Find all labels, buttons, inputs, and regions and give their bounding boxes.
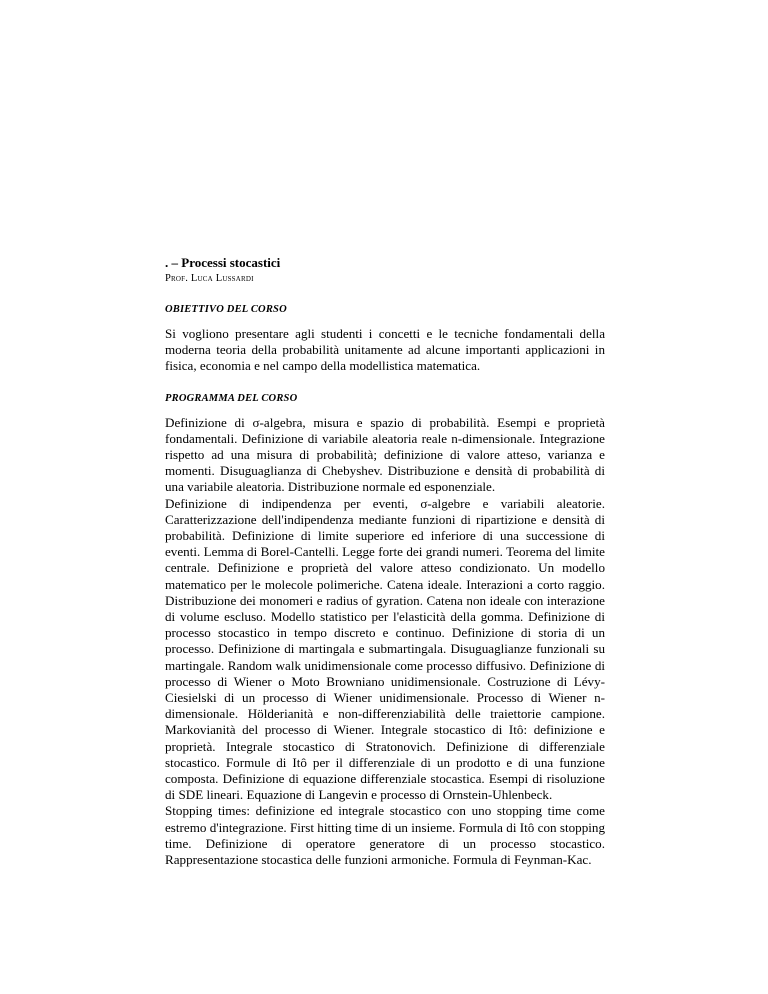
objective-heading: OBIETTIVO DEL CORSO — [165, 304, 287, 315]
program-paragraph-2: Definizione di indipendenza per eventi, σ-algebre e variabili aleatorie. Caratterizzazione dell'indipendenza mediante funzioni di ripartizione e densità di probabilità. Definizione di limite superiore ed inferiore di una successione di eventi. Lemma di Borel-Cantelli. Legge forte dei grandi numeri. Teorema del limite centrale. Definizione e proprietà del valore atteso condizionato. Un modello matematico per le molecole polimeriche. Catena ideale. Interazioni a corto raggio. Distribuzione dei monomeri e radius of gyration. Catena non ideale con interazione di volume escluso. Modello statistico per l'elasticità della gomma. Definizione di processo stocastico in tempo discreto e continuo. Definizione di storia di un processo. Definizione di martingala e submartingala. Disuguaglianze funzionali su martingale. Random walk unidimensionale come processo diffusivo. Definizione di processo di Wiener o Moto Browniano unidimensionale. Costruzione di Lévy-Ciesielski di un processo di Wiener unidimensionale. Processo di Wiener n-dimensionale. Hölderianità e non-differenziabilità delle traiettorie campione. Markovianità del processo di Wiener. Integrale stocastico di Itô: definizione e proprietà. Integrale stocastico di Stratonovich. Definizione di differenziale stocastico. Formule di Itô per il differenziale di un prodotto e di una funzione composta. Definizione di equazione differenziale stocastica. Esempi di risoluzione di SDE lineari. Equazione di Langevin e processo di Ornstein-Uhlenbeck. — [165, 495, 605, 803]
program-paragraph-3: Stopping times: definizione ed integrale stocastico con uno stopping time come estremo d'integrazione. First hitting time di un insieme. Formula di Itô con stopping time. Definizione di operatore generatore di un processo stocastico. Rappresentazione stocastica delle funzioni armoniche. Formula di Feynman-Kac. — [165, 803, 605, 868]
objective-text: Si vogliono presentare agli studenti i concetti e le tecniche fondamentali della moderna teoria della probabilità unitamente ad alcune importanti applicazioni in fisica, economia e nel campo della modellistica matematica. — [165, 326, 605, 374]
course-title: . – Processi stocastici — [165, 255, 281, 270]
program-heading: PROGRAMMA DEL CORSO — [165, 392, 298, 404]
program-paragraph-1: Definizione di σ-algebra, misura e spazio di probabilità. Esempi e proprietà fondamentali. Definizione di variabile aleatoria reale n-dimensionale. Integrazione rispetto ad una misura di probabilità; definizione di valore atteso, varianza e momenti. Disuguaglianza di Chebyshev. Distribuzione e densità di probabilità di una variabile aleatoria. Distribuzione normale ed esponenziale. — [165, 414, 605, 495]
document-page — [165, 255, 605, 868]
professor-name: Prof. Luca Lussardi — [165, 273, 254, 284]
